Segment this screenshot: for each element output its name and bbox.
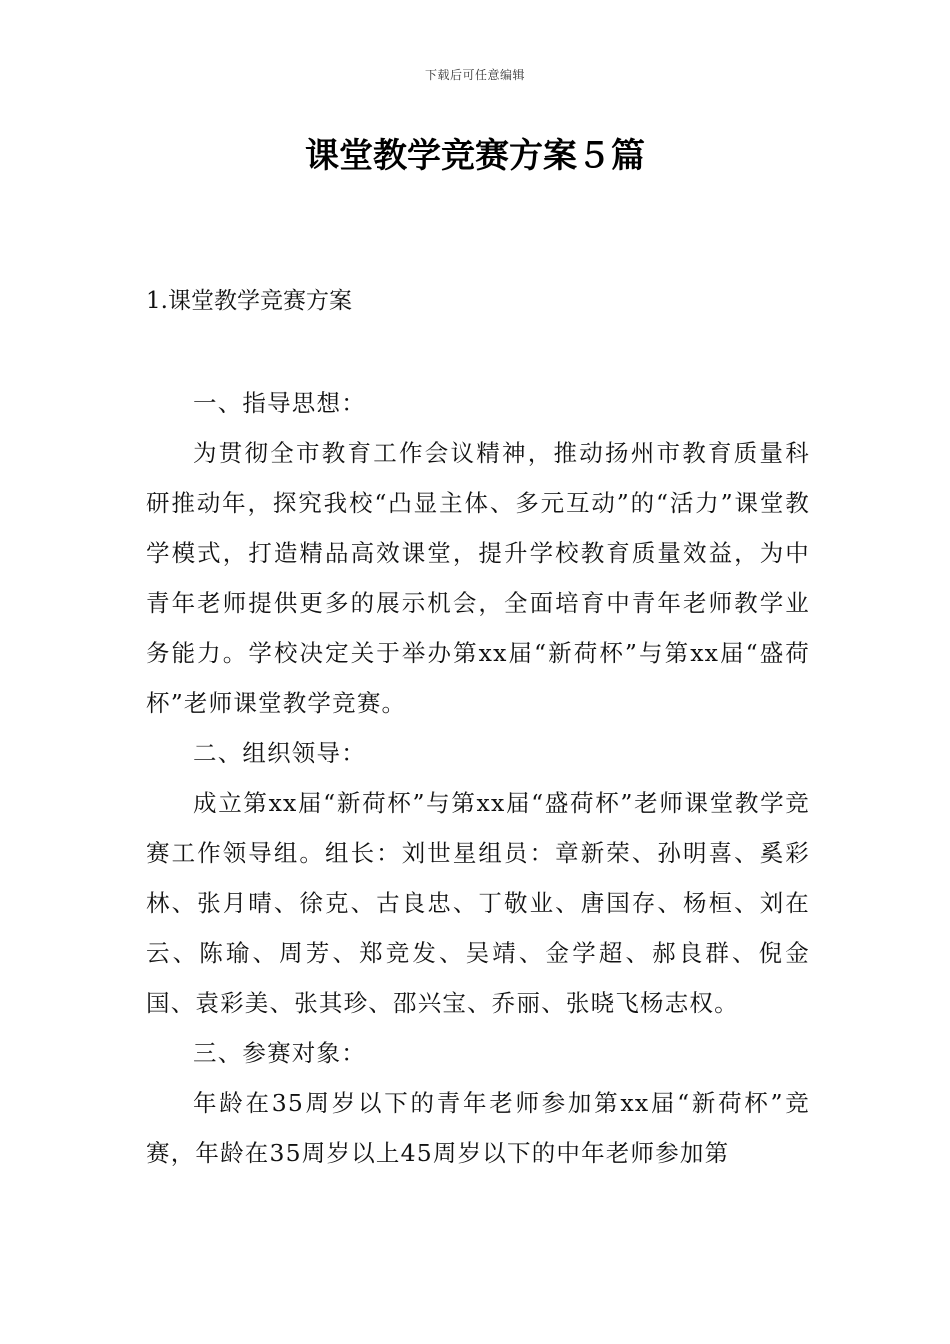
header-note: 下载后可任意编辑: [424, 68, 525, 82]
heading-organization: 二、组织领导：: [193, 739, 366, 767]
document-title: 课堂教学竞赛方案５篇: [305, 136, 645, 176]
document-body: [146, 378, 810, 1178]
paragraph-participants: 年龄在35周岁以下的青年老师参加第xx届“新荷杯”竞赛，年龄在35周岁以上45周岁以下的中年老师参加第: [146, 1089, 810, 1167]
paragraph-guiding-ideology: 为贯彻全市教育工作会议精神，推动扬州市教育质量科研推动年，探究我校“凸显主体、多元互动”的“活力”课堂教学模式，打造精品高效课堂，提升学校教育质量效益，为中青年老师提供更多的展示机会，全面培育中青年老师教学业务能力。学校决定关于举办第xx届“新荷杯”与第xx届“盛荷杯”老师课堂教学竞赛。: [146, 439, 810, 717]
section-title: 1.课堂教学竞赛方案: [146, 288, 352, 314]
heading-guiding-ideology: 一、指导思想：: [193, 389, 366, 417]
paragraph-organization: 成立第xx届“新荷杯”与第xx届“盛荷杯”老师课堂教学竞赛工作领导组。组长：刘世星组员：章新荣、孙明喜、奚彩林、张月晴、徐克、古良忠、丁敬业、唐国存、杨桓、刘在云、陈瑜、周芳、郑竞发、吴靖、金学超、郝良群、倪金国、袁彩美、张其珍、邵兴宝、乔丽、张晓飞杨志权。: [146, 789, 810, 1017]
heading-participants: 三、参赛对象：: [193, 1039, 366, 1067]
